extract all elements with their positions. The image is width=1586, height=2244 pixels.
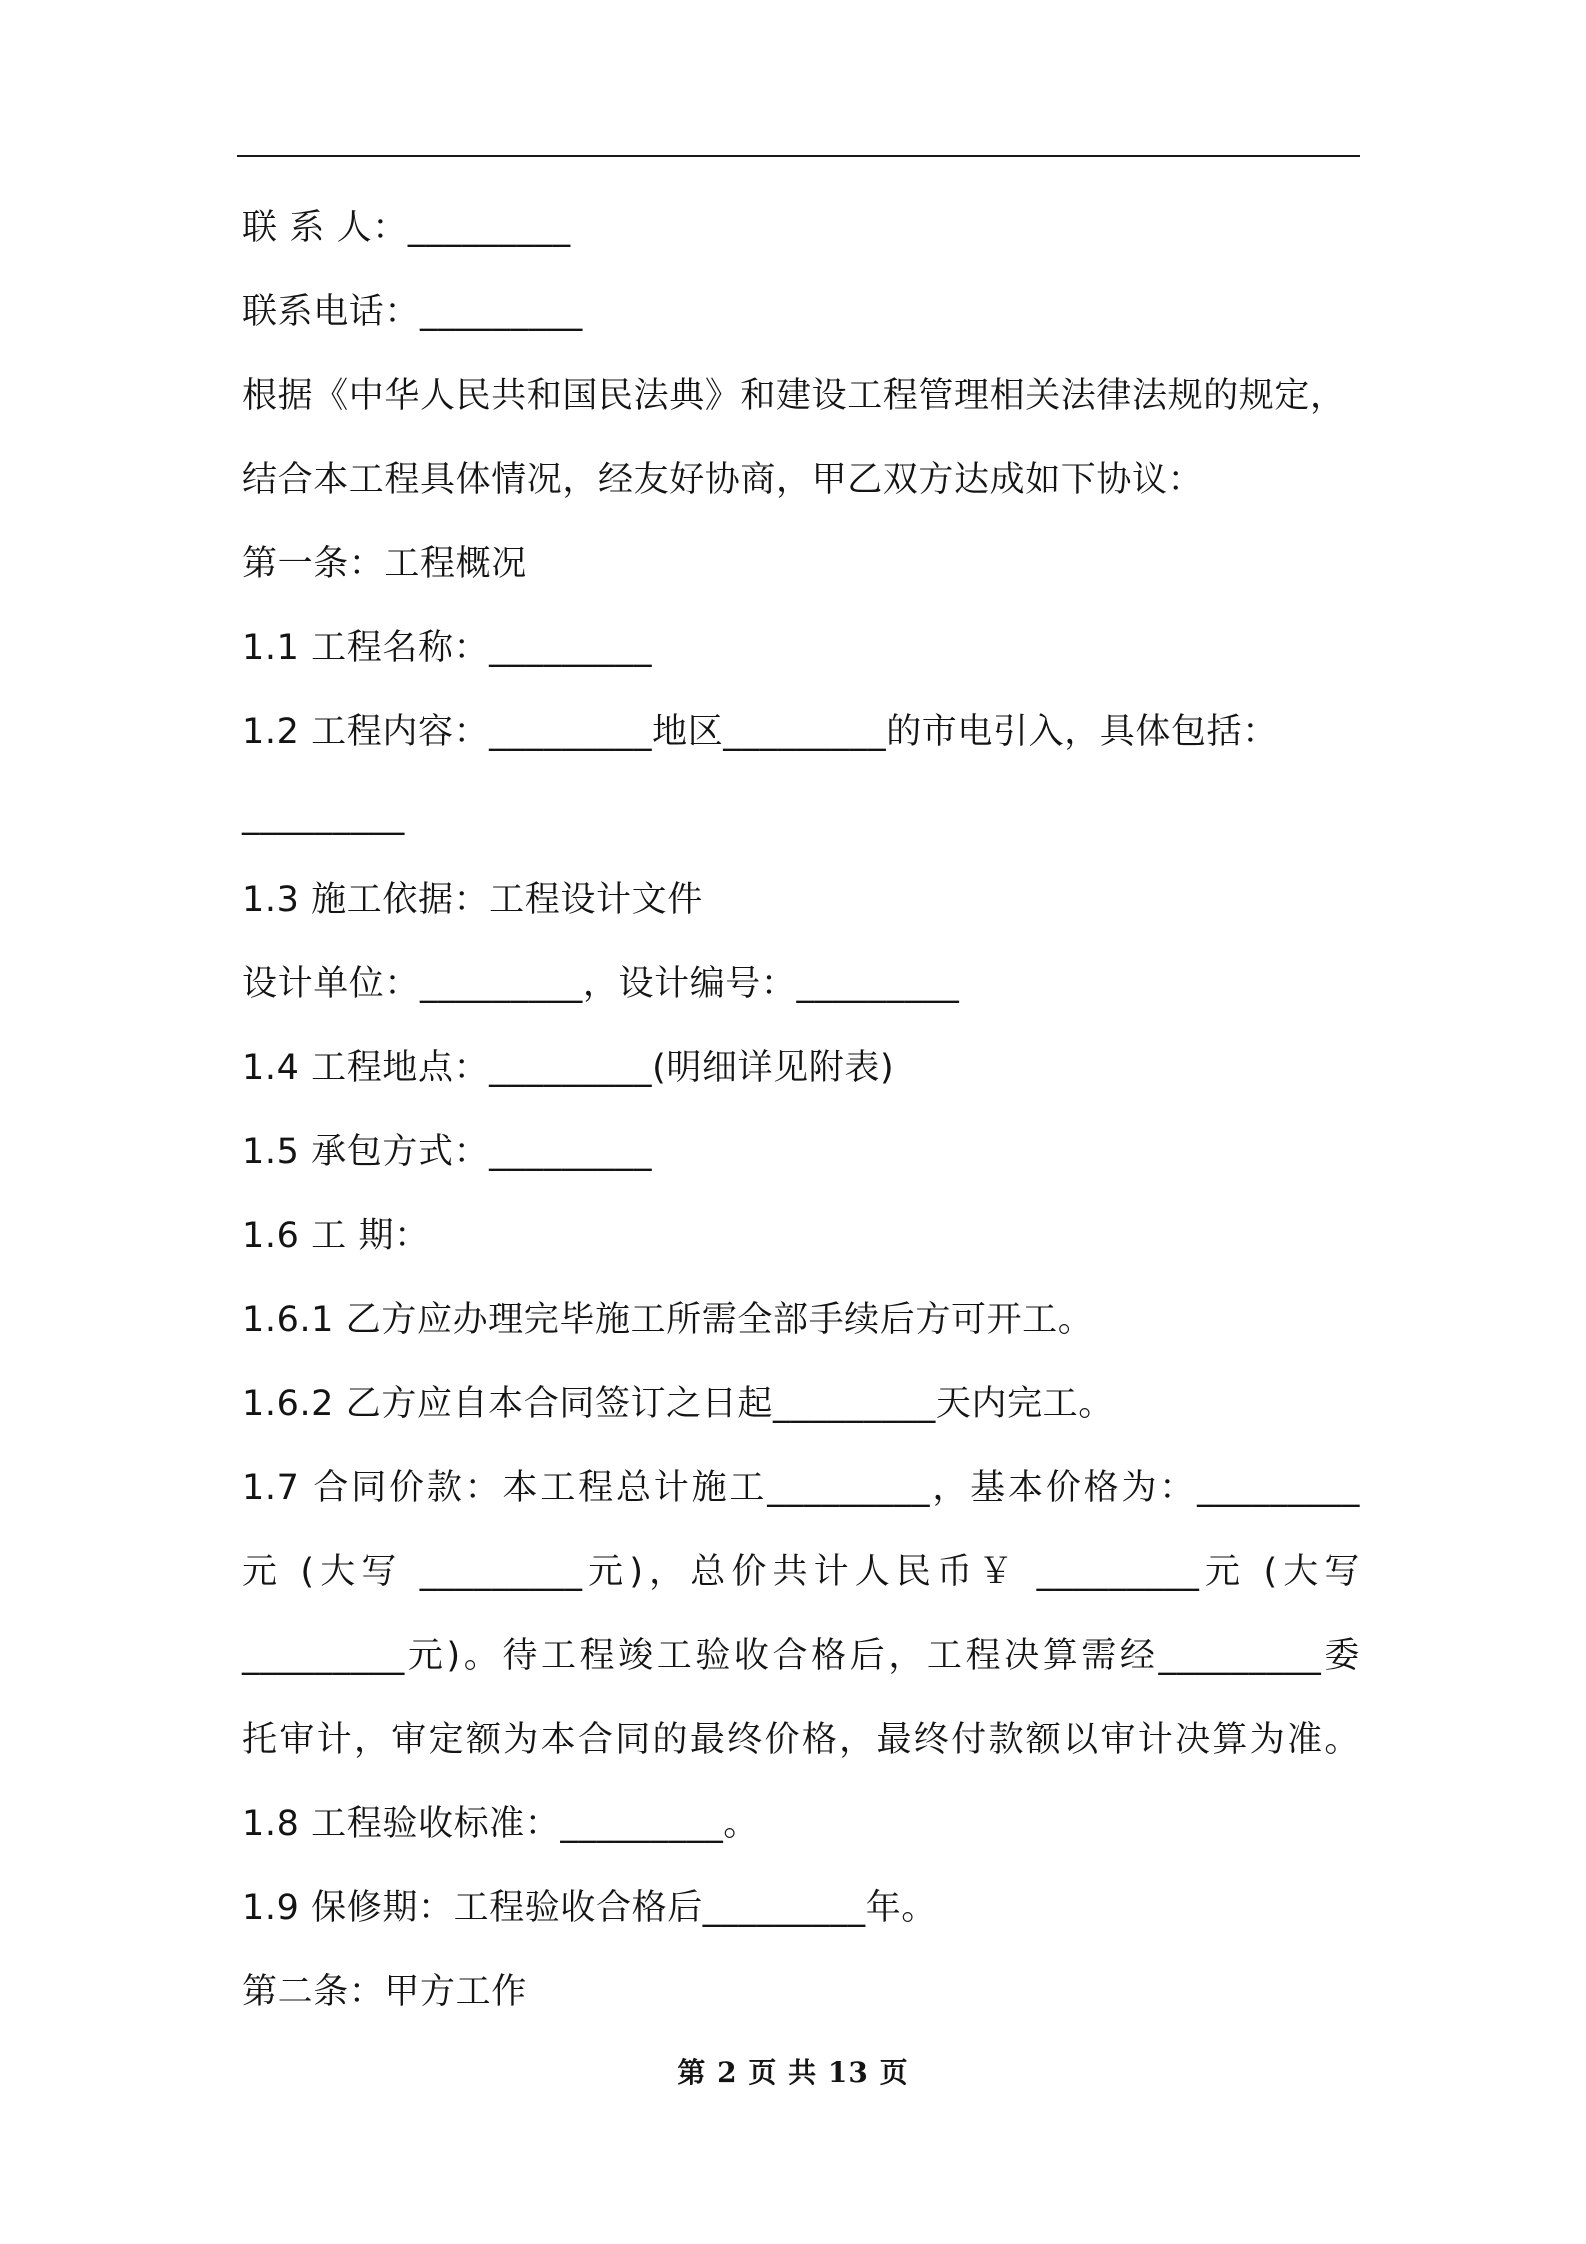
- clause-1-7-line-2: 元 (大写 _________元)，总价共计人民币￥ _________元 (大写: [242, 1552, 1360, 1592]
- clause-1-7-line-1: 1.7 合同价款：本工程总计施工_________，基本价格为：_________: [242, 1468, 1360, 1508]
- contact-phone-line: 联系电话：_________: [242, 292, 583, 332]
- clause-1-7-line-3: _________元)。待工程竣工验收合格后，工程决算需经_________委: [242, 1636, 1360, 1676]
- page-number-footer: 第 2 页 共 13 页: [677, 2056, 909, 2089]
- design-unit-line: 设计单位：_________，设计编号：_________: [242, 964, 960, 1004]
- clause-1-3: 1.3 施工依据：工程设计文件: [242, 880, 703, 920]
- contact-person-line: 联 系 人：_________: [242, 208, 571, 248]
- clause-1-5: 1.5 承包方式：_________: [242, 1132, 653, 1172]
- clause-1-1: 1.1 工程名称：_________: [242, 628, 653, 668]
- preamble-line-2: 结合本工程具体情况，经友好协商，甲乙双方达成如下协议：: [242, 460, 1204, 500]
- clause-1-4: 1.4 工程地点：_________(明细详见附表): [242, 1048, 895, 1088]
- clause-1-8: 1.8 工程验收标准：_________。: [242, 1804, 759, 1844]
- clause-1-2-continued: _________: [242, 796, 405, 836]
- article-2-heading: 第二条：甲方工作: [242, 1972, 527, 2012]
- clause-1-7-line-4: 托审计，审定额为本合同的最终价格，最终付款额以审计决算为准。: [242, 1720, 1360, 1760]
- article-1-heading: 第一条：工程概况: [242, 544, 527, 584]
- preamble-line-1: 根据《中华人民共和国民法典》和建设工程管理相关法律法规的规定，: [242, 376, 1346, 416]
- clause-1-6-1: 1.6.1 乙方应办理完毕施工所需全部手续后方可开工。: [242, 1300, 1094, 1340]
- clause-1-2: 1.2 工程内容：_________地区_________的市电引入，具体包括：: [242, 712, 1278, 752]
- clause-1-6-2: 1.6.2 乙方应自本合同签订之日起_________天内完工。: [242, 1384, 1114, 1424]
- clause-1-6: 1.6 工 期：: [242, 1216, 430, 1256]
- header-rule: [237, 155, 1360, 157]
- clause-1-9: 1.9 保修期：工程验收合格后_________年。: [242, 1888, 937, 1928]
